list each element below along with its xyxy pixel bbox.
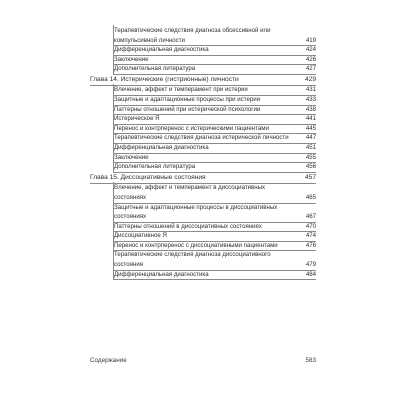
entry-page-number: 455 — [305, 153, 316, 161]
entry-title: Глава 14. Истерические (гистрионные) личности — [90, 76, 239, 84]
toc-section-entry — [90, 162, 316, 172]
entry-title: Влечение, аффект и темперамент в диссоциативных состояниях — [114, 184, 266, 201]
entry-title: Терапевтические следствия диагноза обсессивной или компульсивной личности — [114, 27, 271, 44]
entry-title: Паттерны отношений в диссоциативных состояниях — [114, 222, 262, 230]
toc-section-entry — [90, 124, 316, 134]
toc-section-entry — [90, 95, 316, 105]
toc-section-entry — [90, 114, 316, 124]
entry-title: Перенос и контрперенос с диссоциативными пациентами — [114, 241, 278, 249]
entry-title: Перенос и контрперенос с истерическими пациентами — [114, 124, 269, 132]
entry-indent-rule — [113, 249, 114, 270]
entry-page-number: 479 — [305, 261, 316, 269]
entry-page-number: 457 — [304, 174, 316, 182]
toc-section-entry — [90, 241, 316, 251]
entry-title: Терапевтические следствия диагноза диссоциативного состояния — [114, 251, 271, 269]
entry-page-number: 447 — [305, 134, 316, 142]
entry-title: Глава 15. Диссоциативные состояния — [90, 174, 206, 182]
entry-page-number: 429 — [304, 76, 316, 84]
page-number: 583 — [305, 357, 316, 364]
entry-title: Влечение, аффект и темперамент при истерии — [114, 86, 248, 94]
toc-section-entry — [90, 55, 316, 65]
entry-page-number: 427 — [305, 65, 316, 73]
entry-title: Заключение — [114, 153, 149, 161]
toc-section-entry — [90, 105, 316, 115]
entry-page-number: 441 — [305, 115, 316, 123]
entry-title: Истерическое Я — [114, 115, 160, 123]
toc-section-entry — [90, 153, 316, 163]
entry-page-number: 451 — [305, 144, 316, 152]
entry-title: Паттерны отношений при истерической психологии — [114, 105, 261, 113]
entry-title: Защитные и адаптационные процессы в диссоциативных состояниях — [114, 203, 278, 221]
entry-underline — [114, 279, 316, 280]
toc-section-entry — [90, 183, 316, 202]
entry-title: Терапевтические следствия диагноза истерической личности — [114, 134, 289, 142]
table-of-contents — [90, 26, 316, 279]
entry-page-number: 456 — [305, 163, 316, 171]
entry-page-number: 431 — [305, 86, 316, 94]
entry-title: Дифференциальная диагностика — [114, 144, 209, 152]
entry-page-number: 419 — [305, 36, 316, 44]
toc-section-entry — [90, 133, 316, 143]
toc-section-entry — [90, 85, 316, 95]
toc-chapter-entry — [90, 74, 316, 85]
entry-page-number: 438 — [305, 105, 316, 113]
toc-section-entry — [90, 250, 316, 269]
toc-section-entry — [90, 231, 316, 241]
entry-page-number: 474 — [305, 232, 316, 240]
entry-indent-rule — [113, 182, 114, 203]
running-footer-section: Содержание — [90, 357, 127, 364]
toc-section-entry — [90, 222, 316, 232]
entry-indent-rule — [113, 25, 114, 46]
toc-section-entry — [90, 143, 316, 153]
entry-title: Дополнительная литература — [114, 163, 196, 171]
entry-page-number: 426 — [305, 55, 316, 63]
entry-page-number: 470 — [305, 222, 316, 230]
entry-page-number: 476 — [305, 241, 316, 249]
entry-title: Дифференциальная диагностика — [114, 46, 209, 54]
toc-section-entry — [90, 64, 316, 74]
entry-title: Дифференциальная диагностика — [114, 270, 209, 278]
toc-section-entry — [90, 45, 316, 55]
toc-section-entry — [90, 203, 316, 222]
toc-section-entry — [90, 270, 316, 280]
entry-title: Дополнительная литература — [114, 65, 196, 73]
entry-page-number: 424 — [305, 46, 316, 54]
entry-page-number: 433 — [305, 96, 316, 104]
entry-page-number: 484 — [305, 270, 316, 278]
toc-section-entry — [90, 26, 316, 45]
entry-title: Диссоциативное Я — [114, 232, 167, 240]
toc-chapter-entry — [90, 172, 316, 183]
entry-page-number: 465 — [305, 193, 316, 201]
entry-indent-rule — [113, 202, 114, 223]
entry-page-number: 445 — [305, 124, 316, 132]
entry-title: Заключение — [114, 55, 149, 63]
entry-title: Защитные и адаптационные процессы при истерии — [114, 96, 261, 104]
entry-page-number: 467 — [305, 213, 316, 221]
